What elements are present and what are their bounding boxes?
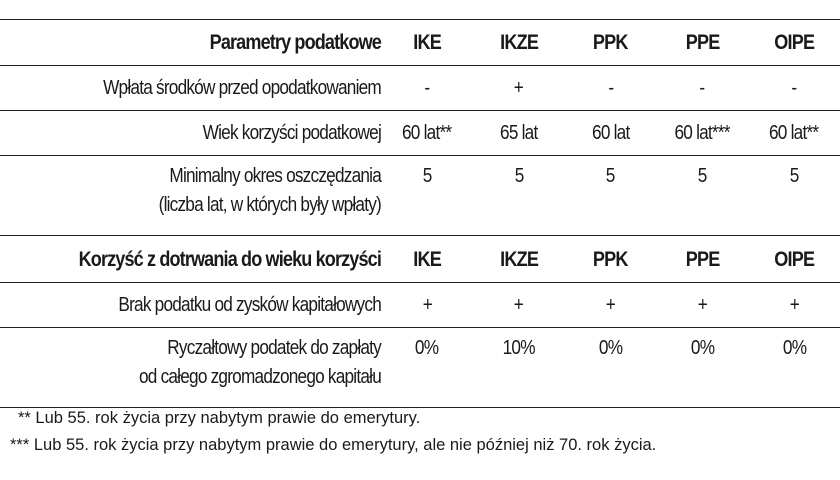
table-cell: 65 lat — [499, 122, 538, 144]
table-cell: + — [789, 294, 799, 316]
table-row — [0, 328, 840, 408]
table-row — [0, 111, 840, 156]
table-cell: + — [422, 294, 432, 316]
table-cell: + — [514, 77, 524, 99]
table-cell: 5 — [514, 165, 524, 187]
table-cell: 60 lat*** — [674, 122, 730, 144]
footnote: *** Lub 55. rok życia przy nabytym prawie do emerytury, ale nie później niż 70. rok życia. — [10, 436, 657, 454]
table-header-tax-parameters — [0, 19, 840, 66]
table-cell: 5 — [789, 165, 799, 187]
col-header-ikze: IKZE — [499, 31, 538, 54]
table-cell: 0% — [598, 337, 623, 359]
table-cell: + — [697, 294, 707, 316]
col-header-oipe: OIPE — [774, 247, 815, 271]
row-label: Wiek korzyści podatkowej — [202, 122, 381, 144]
col-header-ppk: PPK — [593, 31, 628, 54]
footnotes — [0, 405, 840, 459]
table-row — [0, 66, 840, 111]
row-label: Brak podatku od zysków kapitałowych — [118, 294, 382, 316]
col-header-oipe: OIPE — [774, 31, 815, 54]
table-cell: 0% — [690, 337, 714, 359]
table-cell: 10% — [502, 337, 535, 359]
row-label — [53, 334, 381, 392]
row-label-line: Minimalny okres oszczędzania — [169, 165, 381, 187]
table-cell: + — [514, 294, 524, 316]
header-label: Korzyść z dotrwania do wieku korzyści — [78, 247, 382, 271]
table-header-retirement-benefit — [0, 236, 840, 283]
table-cell: 5 — [422, 165, 432, 187]
row-label-line: Ryczałtowy podatek do zapłaty — [167, 337, 381, 359]
row-label: Wpłata środków przed opodatkowaniem — [103, 77, 381, 99]
table-cell: 60 lat** — [769, 122, 819, 144]
row-label-line: (liczba lat, w których były wpłaty) — [158, 194, 381, 216]
table-cell: - — [699, 77, 705, 99]
table-cell: 5 — [606, 165, 615, 187]
row-label-line: od całego zgromadzonego kapitału — [138, 366, 381, 388]
table-cell: - — [424, 77, 430, 99]
footnote: ** Lub 55. rok życia przy nabytym prawie do emerytury. — [18, 409, 421, 427]
table-row — [0, 283, 840, 328]
table-cell: + — [605, 294, 616, 316]
header-label: Parametry podatkowe — [209, 31, 381, 54]
col-header-ppe: PPE — [685, 247, 720, 271]
col-header-ikze: IKZE — [499, 247, 538, 271]
table-cell: 0% — [415, 337, 439, 359]
table-cell: - — [608, 77, 613, 99]
table-cell: 60 lat** — [402, 122, 452, 144]
table-cell: 0% — [782, 337, 806, 359]
table-cell: 60 lat — [591, 122, 630, 144]
tax-comparison-table — [0, 19, 840, 408]
col-header-ike: IKE — [412, 31, 441, 54]
table-cell: - — [791, 77, 797, 99]
row-label — [53, 162, 381, 220]
col-header-ppe: PPE — [685, 31, 720, 54]
table-cell: 5 — [697, 165, 707, 187]
table-row — [0, 156, 840, 236]
col-header-ppk: PPK — [593, 247, 628, 271]
col-header-ike: IKE — [412, 247, 441, 271]
